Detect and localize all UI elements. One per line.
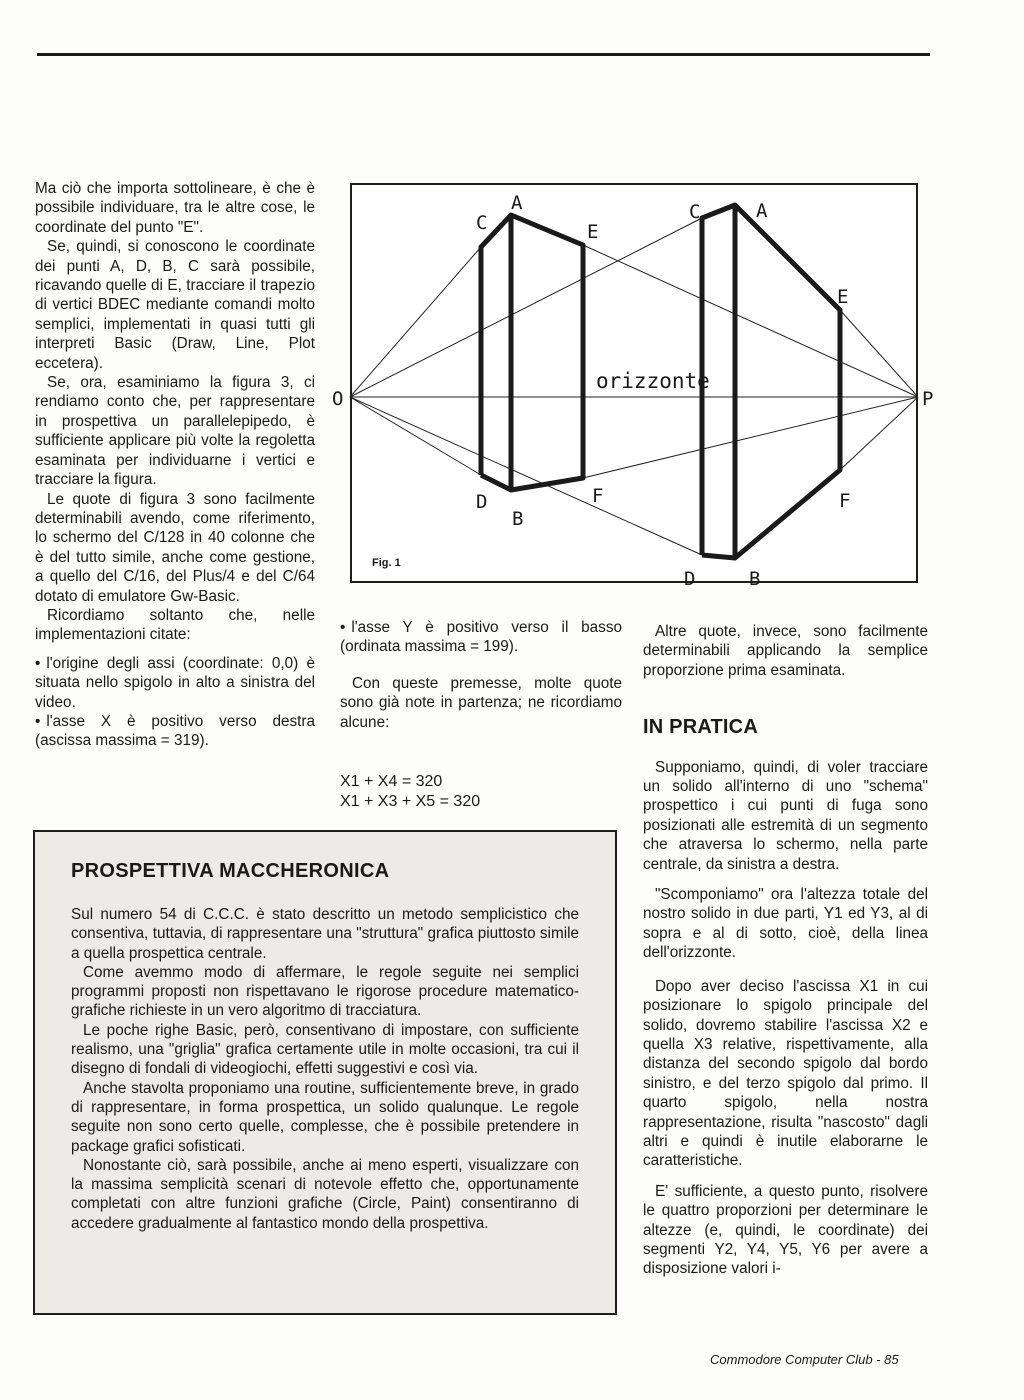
- paragraph: Sul numero 54 di C.C.C. è stato descritto un metodo semplicistico che consentiva, tuttavia, di rappresentare una "struttura" grafica piuttosto simile a quella prospettica centrale.: [71, 906, 579, 962]
- label-O: O: [332, 388, 344, 410]
- sidebar-body: [71, 905, 579, 1233]
- bullet-item: • l'origine degli assi (coordinate: 0,0) è situata nello spigolo in alto a sinistra del video.: [35, 654, 315, 712]
- label-right-A: A: [756, 200, 768, 222]
- paragraph: E' sufficiente, a questo punto, risolvere le quattro proporzioni per determinare le altezze (e, quindi, le coordinate) dei segmenti Y2, Y4, Y5, Y6 per avere a disposizione valori i-: [643, 1182, 928, 1278]
- label-left-A: A: [511, 192, 523, 214]
- paragraph: Le poche righe Basic, però, consentivano di impostare, con sufficiente realismo, una "griglia" grafica certamente utile in molte occasioni, tra cui il disegno di fondali di videogiochi, effetti suggestivi e così via.: [71, 1021, 579, 1078]
- label-P: P: [922, 388, 934, 410]
- column-1: [35, 179, 315, 751]
- label-left-E: E: [587, 221, 599, 243]
- column-2: [340, 618, 622, 812]
- paragraph: Come avemmo modo di affermare, le regole seguite nei semplici programmi proposti non rispettavano le rigorose procedure matematico-grafiche richieste in un vero algoritmo di tracciatura.: [71, 963, 579, 1020]
- page-footer: Commodore Computer Club - 85: [710, 1352, 899, 1367]
- paragraph: Le quote di figura 3 sono facilmente determinabili avendo, come riferimento, lo schermo del C/128 in 40 colonne che è del tutto simile, anche come gestione, a quello del C/16, del Plus/4 e del C/64 dotato di emulatore Gw-Basic.: [35, 490, 315, 605]
- paragraph: Se, ora, esaminiamo la figura 3, ci rendiamo conto che, per rappresentare in prospettiva un parallelepipedo, è sufficiente applicare più volte la regoletta esaminata per individuarne i vertici e tracciare la figura.: [35, 374, 315, 489]
- paragraph: "Scomponiamo" ora l'altezza totale del nostro solido in due parti, Y1 ed Y3, al di sopra e al di sotto, cioè, della linea dell'orizzonte.: [643, 886, 928, 962]
- paragraph: Anche stavolta proponiamo una routine, sufficientemente breve, in grado di rappresentare, in forma prospettica, un solido qualunque. Le regole seguite non sono certo quelle, complesse, che è possibile pretendere in package grafici sofisticati.: [71, 1079, 579, 1155]
- formula: X1 + X3 + X5 = 320: [340, 793, 481, 811]
- bullet-item: • l'asse Y è positivo verso il basso (ordinata massima = 199).: [340, 618, 622, 657]
- label-right-D: D: [684, 568, 696, 590]
- section-heading: IN PRATICA: [643, 716, 758, 739]
- sidebar-box: [33, 830, 617, 1315]
- label-right-E: E: [837, 286, 849, 308]
- bullet-item: • l'asse X è positivo verso destra (ascissa massima = 319).: [35, 712, 315, 751]
- label-left-D: D: [476, 491, 488, 513]
- label-left-F: F: [592, 485, 604, 507]
- column-3: [643, 622, 928, 1279]
- figure-caption: Fig. 1: [372, 557, 401, 569]
- paragraph: Se, quindi, si conoscono le coordinate dei punti A, D, B, C sarà possibile, ricavando quelle di E, tracciare il trapezio di vertici BDEC mediante comandi molto semplici, implementati in quasi tutti gli interpreti Basic (Draw, Line, Plot eccetera).: [35, 238, 315, 372]
- paragraph: Nonostante ciò, sarà possibile, anche ai meno esperti, visualizzare con la massima semplicità scenari di notevole effetto che, opportunamente completati con altre funzioni grafiche (Circle, Paint) consentiranno di accedere gradualmente al fantastico mondo della prospettiva.: [71, 1156, 579, 1232]
- horizon-label: orizzonte: [596, 369, 710, 393]
- paragraph: Con queste premesse, molte quote sono già note in partenza; ne ricordiamo alcune:: [340, 674, 622, 731]
- label-left-C: C: [476, 212, 488, 234]
- paragraph: Supponiamo, quindi, di voler tracciare un solido all'interno di uno "schema" prospettico i cui punti di fuga sono posizionati alle estremità di un segmento che atraversa lo schermo, nella parte centrale, da sinistra a destra.: [643, 758, 928, 873]
- paragraph: Ma ciò che importa sottolineare, è che è possibile individuare, tra le altre cose, le coordinate del punto "E".: [35, 180, 315, 236]
- sidebar-title: PROSPETTIVA MACCHERONICA: [71, 860, 390, 882]
- paragraph: Ricordiamo soltanto che, nelle implementazioni citate:: [35, 606, 315, 644]
- formula: X1 + X4 = 320: [340, 773, 443, 791]
- label-right-F: F: [839, 490, 851, 512]
- label-right-B: B: [749, 568, 761, 590]
- paragraph: Altre quote, invece, sono facilmente determinabili applicando la semplice proporzione prima esaminata.: [643, 623, 928, 679]
- label-left-B: B: [512, 508, 524, 530]
- header-rule: [37, 53, 930, 56]
- formula-block: [340, 772, 622, 812]
- perspective-diagram: [330, 180, 950, 600]
- paragraph: Dopo aver deciso l'ascissa X1 in cui posizionare lo spigolo principale del solido, dovremo stabilire l'ascissa X2 e quella X3 relative, rispettivamente, alla distanza del secondo spigolo dal bordo sinistro, e del terzo spigolo dal primo. Il quarto spigolo, nella nostra rappresentazione, risulta "nascosto" dagli altri e quindi è inutile elaborarne le caratteristiche.: [643, 977, 928, 1170]
- label-right-C: C: [689, 201, 701, 223]
